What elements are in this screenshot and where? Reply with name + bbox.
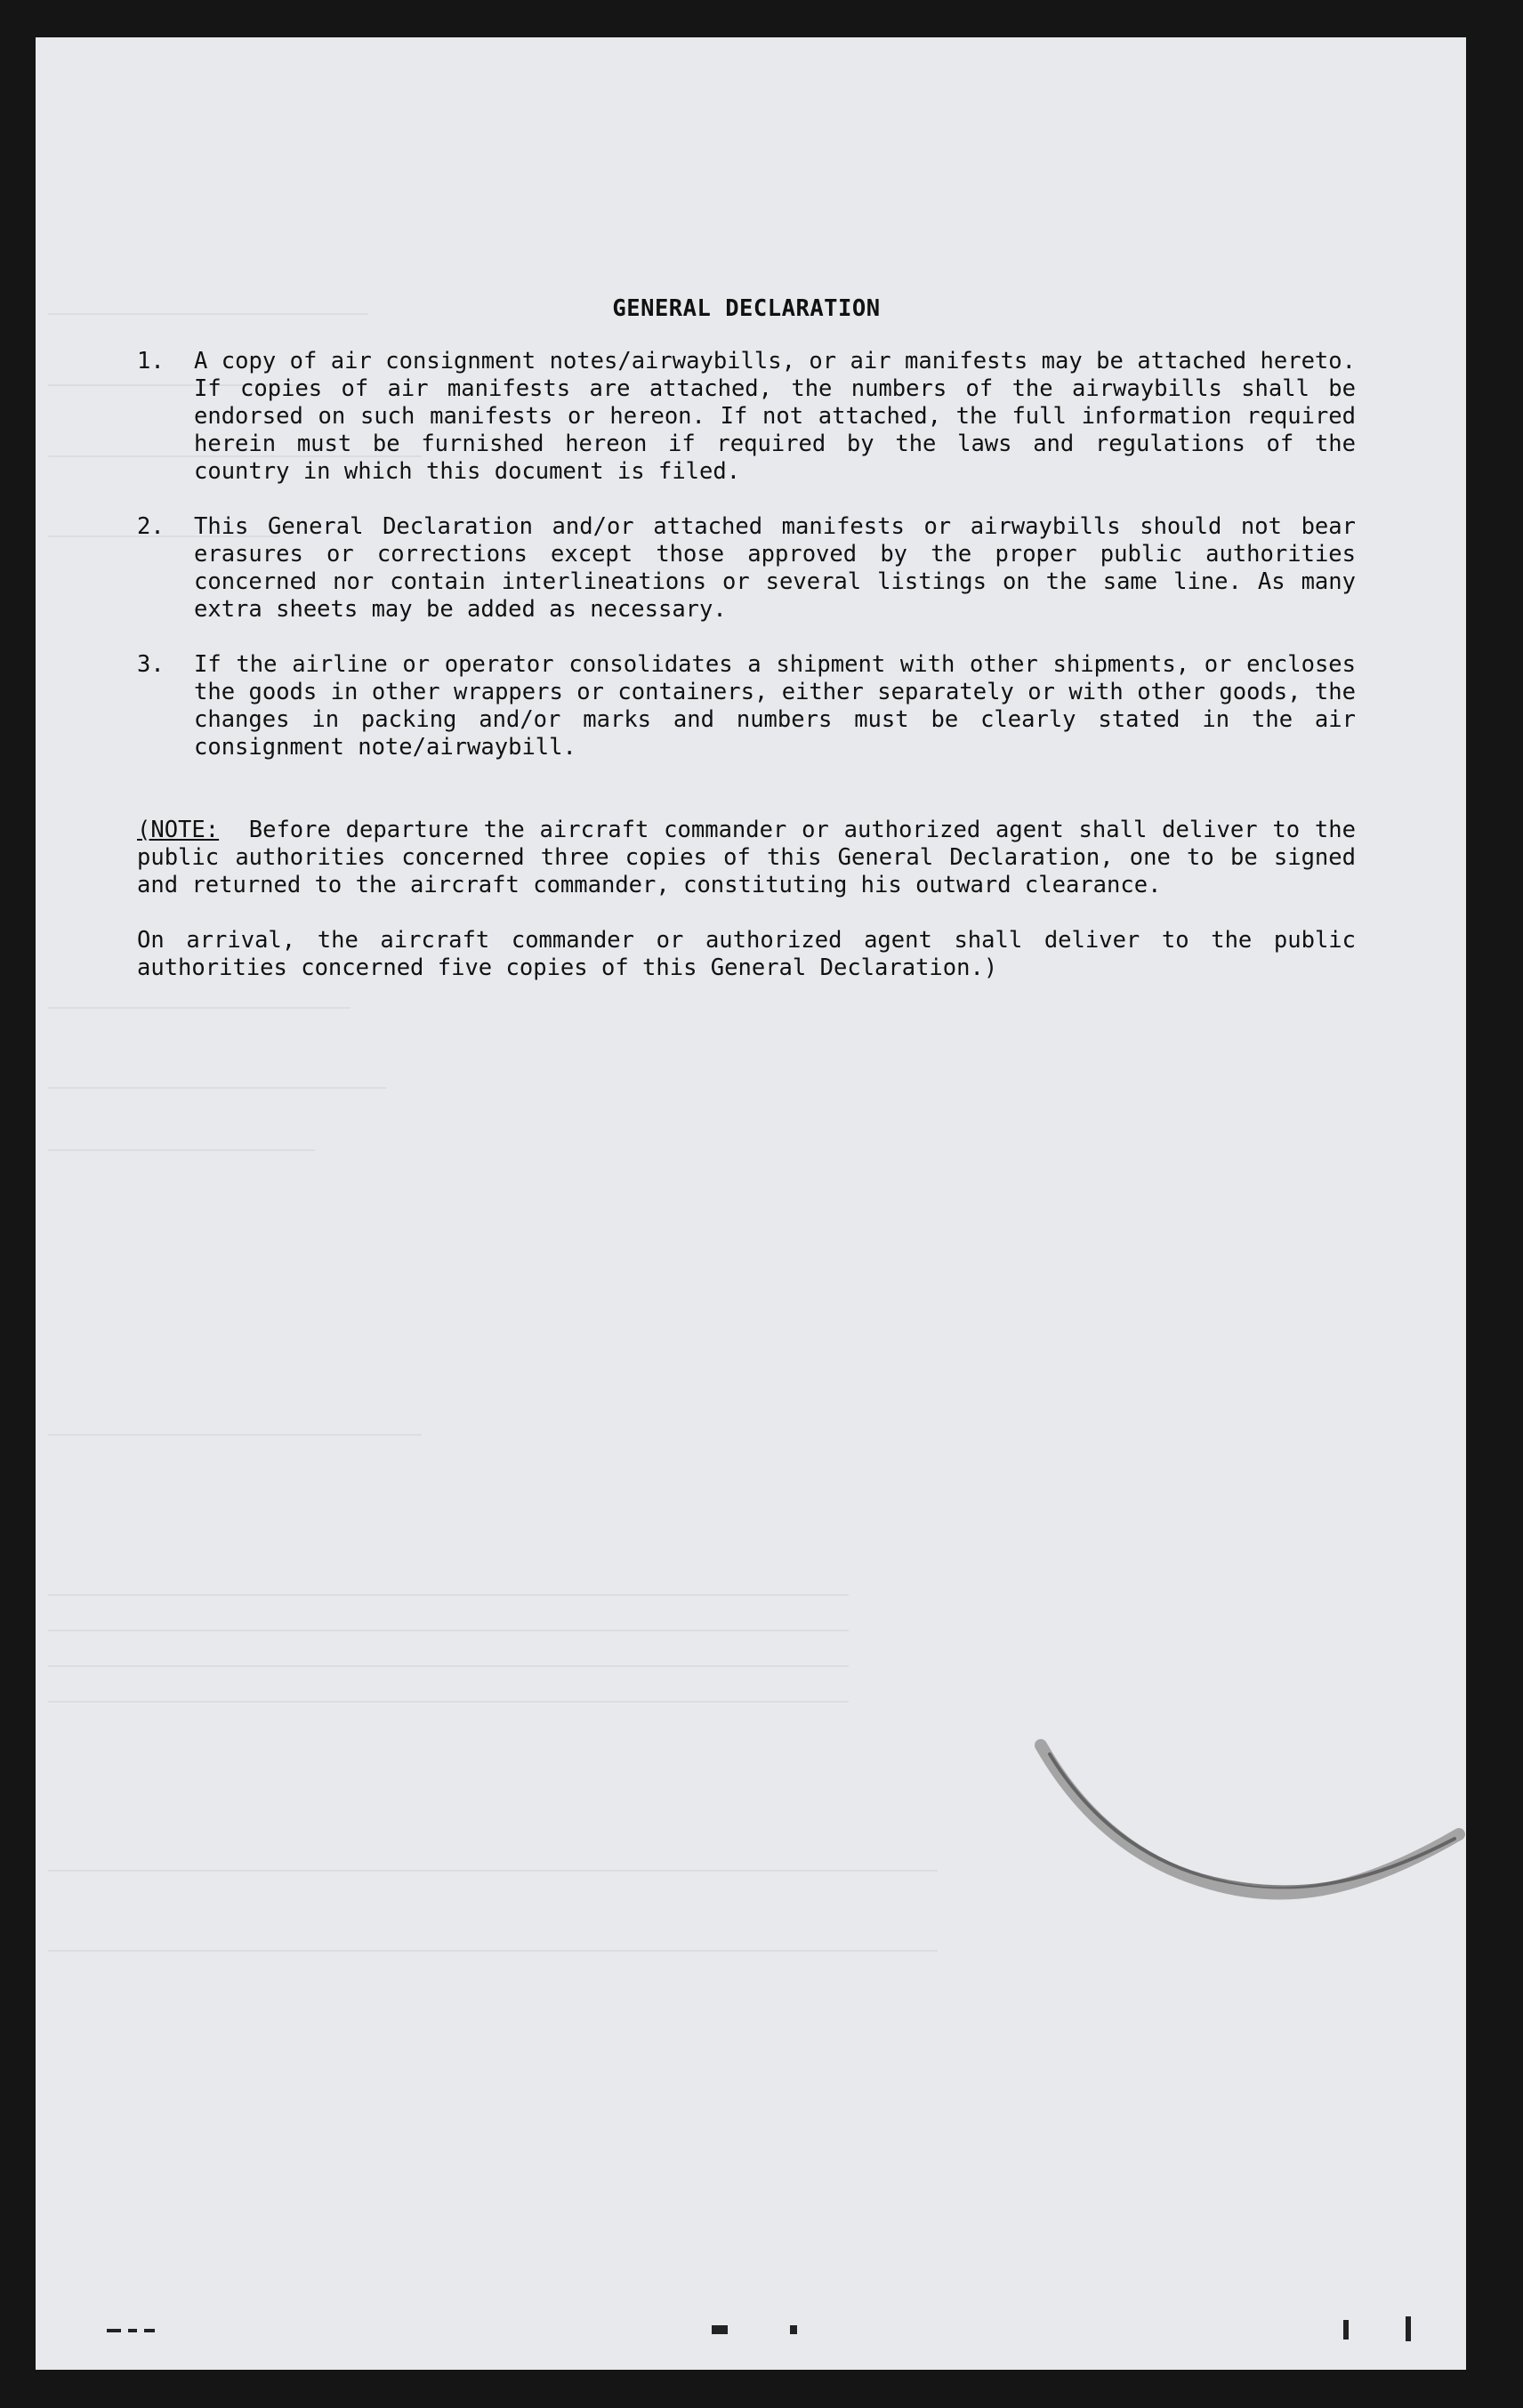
instruction-item-1: [137, 348, 1356, 486]
document-title: GENERAL DECLARATION: [612, 295, 881, 322]
item-text: A copy of air consignment notes/airwaybills, or air manifests may be attached hereto. If copies of air manifests are attached, the numbers of the airwaybills shall be endorsed on such manifests or hereon. If not attached, the full information required herein must be furnished hereon if required by the laws and regulations of the country in which this document is filed.: [194, 348, 1356, 485]
item-number: 2.: [137, 513, 165, 540]
scan-specks: [36, 2313, 1466, 2348]
declaration-content: [137, 295, 1356, 982]
item-text: If the airline or operator consolidates a shipment with other shipments, or encloses the goods in other wrappers or containers, either separately or with other goods, the changes in packing and/or marks and numbers must be clearly stated in the air consignment note/airwaybill.: [194, 651, 1356, 761]
arrival-note: On arrival, the aircraft commander or authorized agent shall deliver to the public authorities concerned five copies of this General Declaration.): [137, 927, 1356, 981]
document-page: [36, 37, 1466, 2370]
instruction-item-3: [137, 651, 1356, 761]
instruction-item-2: [137, 513, 1356, 624]
departure-note: [137, 817, 1356, 899]
item-number: 3.: [137, 651, 165, 678]
note-text: Before departure the aircraft commander or authorized agent shall deliver to the public authorities concerned three copies of this General Declaration, one to be signed and returned to the aircraft commander, constituting his outward clearance.: [137, 817, 1356, 898]
ink-smudge-mark: [996, 1727, 1466, 1959]
item-text: This General Declaration and/or attached manifests or airwaybills should not bear erasures or corrections except those approved by the proper public authorities concerned nor contain interlineations or several listings on the same line. As many extra sheets may be added as necessary.: [194, 513, 1356, 623]
note-lead: (NOTE:: [137, 817, 220, 843]
item-number: 1.: [137, 348, 165, 374]
